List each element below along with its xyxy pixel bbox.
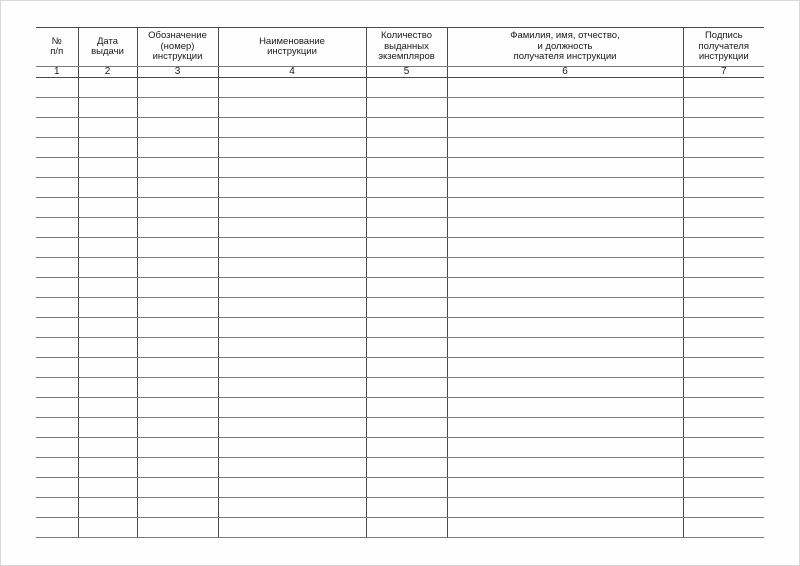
empty-cell — [366, 278, 447, 298]
empty-cell — [137, 518, 218, 538]
table-row — [36, 298, 764, 318]
header-line: п/п — [50, 46, 64, 57]
empty-cell — [36, 418, 78, 438]
empty-cell — [78, 458, 137, 478]
empty-cell — [447, 418, 683, 438]
empty-cell — [36, 98, 78, 118]
table-row — [36, 118, 764, 138]
empty-cell — [683, 178, 764, 198]
empty-cell — [36, 198, 78, 218]
empty-cell — [683, 398, 764, 418]
header-line: и должность — [537, 40, 593, 52]
empty-cell — [218, 98, 366, 118]
empty-cell — [366, 78, 447, 98]
empty-cell — [78, 198, 137, 218]
empty-cell — [366, 258, 447, 278]
header-cell-recipient-name-position — [447, 28, 683, 67]
empty-cell — [78, 178, 137, 198]
empty-cell — [683, 378, 764, 398]
empty-cell — [447, 378, 683, 398]
empty-cell — [137, 198, 218, 218]
table-row — [36, 418, 764, 438]
empty-cell — [218, 338, 366, 358]
table-row — [36, 478, 764, 498]
header-cell-recipient-signature — [683, 28, 764, 67]
empty-cell — [366, 438, 447, 458]
header-cell-issue-date — [78, 28, 137, 67]
empty-cell — [683, 118, 764, 138]
empty-cell — [218, 158, 366, 178]
header-line: (номер) — [160, 40, 195, 52]
empty-cell — [447, 358, 683, 378]
empty-cell — [78, 298, 137, 318]
empty-cell — [683, 98, 764, 118]
empty-cell — [366, 338, 447, 358]
empty-cell — [137, 178, 218, 198]
empty-cell — [447, 498, 683, 518]
empty-cell — [36, 458, 78, 478]
empty-cell — [447, 98, 683, 118]
empty-cell — [36, 118, 78, 138]
empty-cell — [366, 118, 447, 138]
empty-cell — [447, 298, 683, 318]
empty-cell — [447, 318, 683, 338]
empty-cell — [447, 338, 683, 358]
empty-cell — [218, 318, 366, 338]
table-row — [36, 78, 764, 98]
empty-cell — [78, 78, 137, 98]
empty-cell — [78, 398, 137, 418]
empty-cell — [447, 78, 683, 98]
header-row — [36, 28, 764, 67]
empty-cell — [36, 478, 78, 498]
empty-cell — [78, 278, 137, 298]
empty-cell — [366, 158, 447, 178]
empty-cell — [137, 298, 218, 318]
empty-cell — [366, 298, 447, 318]
empty-cell — [36, 158, 78, 178]
empty-cell — [683, 298, 764, 318]
empty-cell — [683, 238, 764, 258]
column-number: 1 — [36, 67, 78, 78]
empty-cell — [36, 518, 78, 538]
table-row — [36, 258, 764, 278]
header-line: Количество — [380, 30, 433, 42]
table-row — [36, 178, 764, 198]
empty-cell — [137, 238, 218, 258]
table-row — [36, 318, 764, 338]
empty-cell — [36, 358, 78, 378]
empty-cell — [137, 98, 218, 118]
table-row — [36, 498, 764, 518]
header-line: Обозначение — [148, 30, 207, 42]
empty-cell — [78, 358, 137, 378]
empty-cell — [137, 138, 218, 158]
header-cell-instruction-name — [218, 28, 366, 67]
empty-cell — [36, 218, 78, 238]
empty-cell — [78, 258, 137, 278]
empty-cell — [366, 318, 447, 338]
empty-cell — [137, 78, 218, 98]
empty-cell — [137, 118, 218, 138]
table-row — [36, 238, 764, 258]
empty-cell — [36, 78, 78, 98]
empty-cell — [366, 198, 447, 218]
empty-cell — [218, 138, 366, 158]
empty-cell — [366, 458, 447, 478]
empty-cell — [683, 318, 764, 338]
empty-cell — [366, 218, 447, 238]
table-row — [36, 218, 764, 238]
empty-cell — [137, 478, 218, 498]
empty-cell — [366, 418, 447, 438]
register-body — [36, 78, 764, 538]
empty-cell — [683, 218, 764, 238]
empty-cell — [78, 338, 137, 358]
empty-cell — [683, 78, 764, 98]
empty-cell — [447, 118, 683, 138]
empty-cell — [447, 158, 683, 178]
empty-cell — [36, 258, 78, 278]
empty-cell — [683, 198, 764, 218]
empty-cell — [366, 518, 447, 538]
empty-cell — [78, 498, 137, 518]
empty-cell — [137, 458, 218, 478]
empty-cell — [683, 438, 764, 458]
header-line: Подпись — [704, 30, 743, 42]
empty-cell — [218, 258, 366, 278]
header-line: выданных — [384, 40, 429, 52]
empty-cell — [447, 218, 683, 238]
empty-cell — [36, 278, 78, 298]
empty-cell — [137, 498, 218, 518]
empty-cell — [366, 478, 447, 498]
empty-cell — [218, 78, 366, 98]
table-row — [36, 458, 764, 478]
empty-cell — [78, 438, 137, 458]
empty-cell — [137, 358, 218, 378]
empty-cell — [683, 138, 764, 158]
empty-cell — [218, 398, 366, 418]
empty-cell — [218, 238, 366, 258]
empty-cell — [683, 418, 764, 438]
table-row — [36, 158, 764, 178]
empty-cell — [447, 458, 683, 478]
empty-cell — [218, 218, 366, 238]
header-line: получателя инструкции — [513, 51, 617, 63]
empty-cell — [137, 278, 218, 298]
header-line: № — [51, 35, 62, 47]
empty-cell — [137, 158, 218, 178]
empty-cell — [36, 398, 78, 418]
table-row — [36, 98, 764, 118]
column-number: 7 — [683, 67, 764, 78]
header-line: экземпляров — [378, 51, 435, 63]
header-line: инструкции — [698, 51, 749, 63]
empty-cell — [366, 358, 447, 378]
empty-cell — [218, 438, 366, 458]
empty-cell — [78, 118, 137, 138]
column-number: 3 — [137, 67, 218, 78]
empty-cell — [218, 418, 366, 438]
empty-cell — [36, 338, 78, 358]
table-row — [36, 518, 764, 538]
empty-cell — [36, 438, 78, 458]
empty-cell — [78, 218, 137, 238]
table-row — [36, 438, 764, 458]
table-row — [36, 378, 764, 398]
empty-cell — [447, 478, 683, 498]
empty-cell — [36, 298, 78, 318]
column-number-row — [36, 67, 764, 78]
empty-cell — [78, 238, 137, 258]
header-cell-copies-count — [366, 28, 447, 67]
header-line: Наименование — [259, 35, 325, 47]
empty-cell — [366, 398, 447, 418]
empty-cell — [78, 158, 137, 178]
column-number: 5 — [366, 67, 447, 78]
column-number: 6 — [447, 67, 683, 78]
empty-cell — [36, 498, 78, 518]
empty-cell — [137, 398, 218, 418]
empty-cell — [447, 398, 683, 418]
empty-cell — [683, 458, 764, 478]
header-cell-row-number — [36, 28, 78, 67]
table-row — [36, 398, 764, 418]
empty-cell — [137, 218, 218, 238]
header-line: Фамилия, имя, отчество, — [510, 30, 620, 42]
table-row — [36, 358, 764, 378]
empty-cell — [366, 98, 447, 118]
empty-cell — [218, 278, 366, 298]
header-line: инструкции — [267, 46, 317, 57]
header-cell-instruction-code — [137, 28, 218, 67]
empty-cell — [78, 98, 137, 118]
table-row — [36, 278, 764, 298]
empty-cell — [447, 438, 683, 458]
empty-cell — [218, 378, 366, 398]
empty-cell — [683, 478, 764, 498]
empty-cell — [683, 338, 764, 358]
empty-cell — [683, 518, 764, 538]
table-row — [36, 198, 764, 218]
empty-cell — [683, 498, 764, 518]
empty-cell — [218, 518, 366, 538]
empty-cell — [137, 438, 218, 458]
empty-cell — [366, 238, 447, 258]
empty-cell — [218, 178, 366, 198]
empty-cell — [78, 138, 137, 158]
empty-cell — [36, 138, 78, 158]
empty-cell — [218, 298, 366, 318]
empty-cell — [218, 458, 366, 478]
empty-cell — [78, 318, 137, 338]
table-row — [36, 338, 764, 358]
header-line: выдачи — [91, 46, 124, 57]
header-line: получателя — [698, 40, 749, 52]
header-line: Дата — [96, 35, 119, 47]
empty-cell — [447, 178, 683, 198]
empty-cell — [447, 238, 683, 258]
empty-cell — [137, 258, 218, 278]
empty-cell — [683, 158, 764, 178]
column-number: 2 — [78, 67, 137, 78]
empty-cell — [366, 498, 447, 518]
empty-cell — [218, 358, 366, 378]
empty-cell — [36, 238, 78, 258]
empty-cell — [366, 178, 447, 198]
empty-cell — [447, 198, 683, 218]
instruction-issue-register-table — [36, 27, 764, 538]
empty-cell — [218, 198, 366, 218]
empty-cell — [137, 318, 218, 338]
empty-cell — [683, 358, 764, 378]
empty-cell — [218, 118, 366, 138]
empty-cell — [78, 418, 137, 438]
empty-cell — [366, 138, 447, 158]
empty-cell — [683, 278, 764, 298]
empty-cell — [36, 178, 78, 198]
empty-cell — [78, 378, 137, 398]
empty-cell — [447, 258, 683, 278]
header-line: инструкции — [152, 51, 203, 63]
empty-cell — [447, 278, 683, 298]
empty-cell — [78, 478, 137, 498]
empty-cell — [36, 318, 78, 338]
column-number: 4 — [218, 67, 366, 78]
empty-cell — [366, 378, 447, 398]
empty-cell — [78, 518, 137, 538]
empty-cell — [447, 518, 683, 538]
empty-cell — [218, 498, 366, 518]
empty-cell — [36, 378, 78, 398]
empty-cell — [137, 378, 218, 398]
empty-cell — [218, 478, 366, 498]
table-row — [36, 138, 764, 158]
empty-cell — [447, 138, 683, 158]
empty-cell — [137, 338, 218, 358]
empty-cell — [137, 418, 218, 438]
empty-cell — [683, 258, 764, 278]
